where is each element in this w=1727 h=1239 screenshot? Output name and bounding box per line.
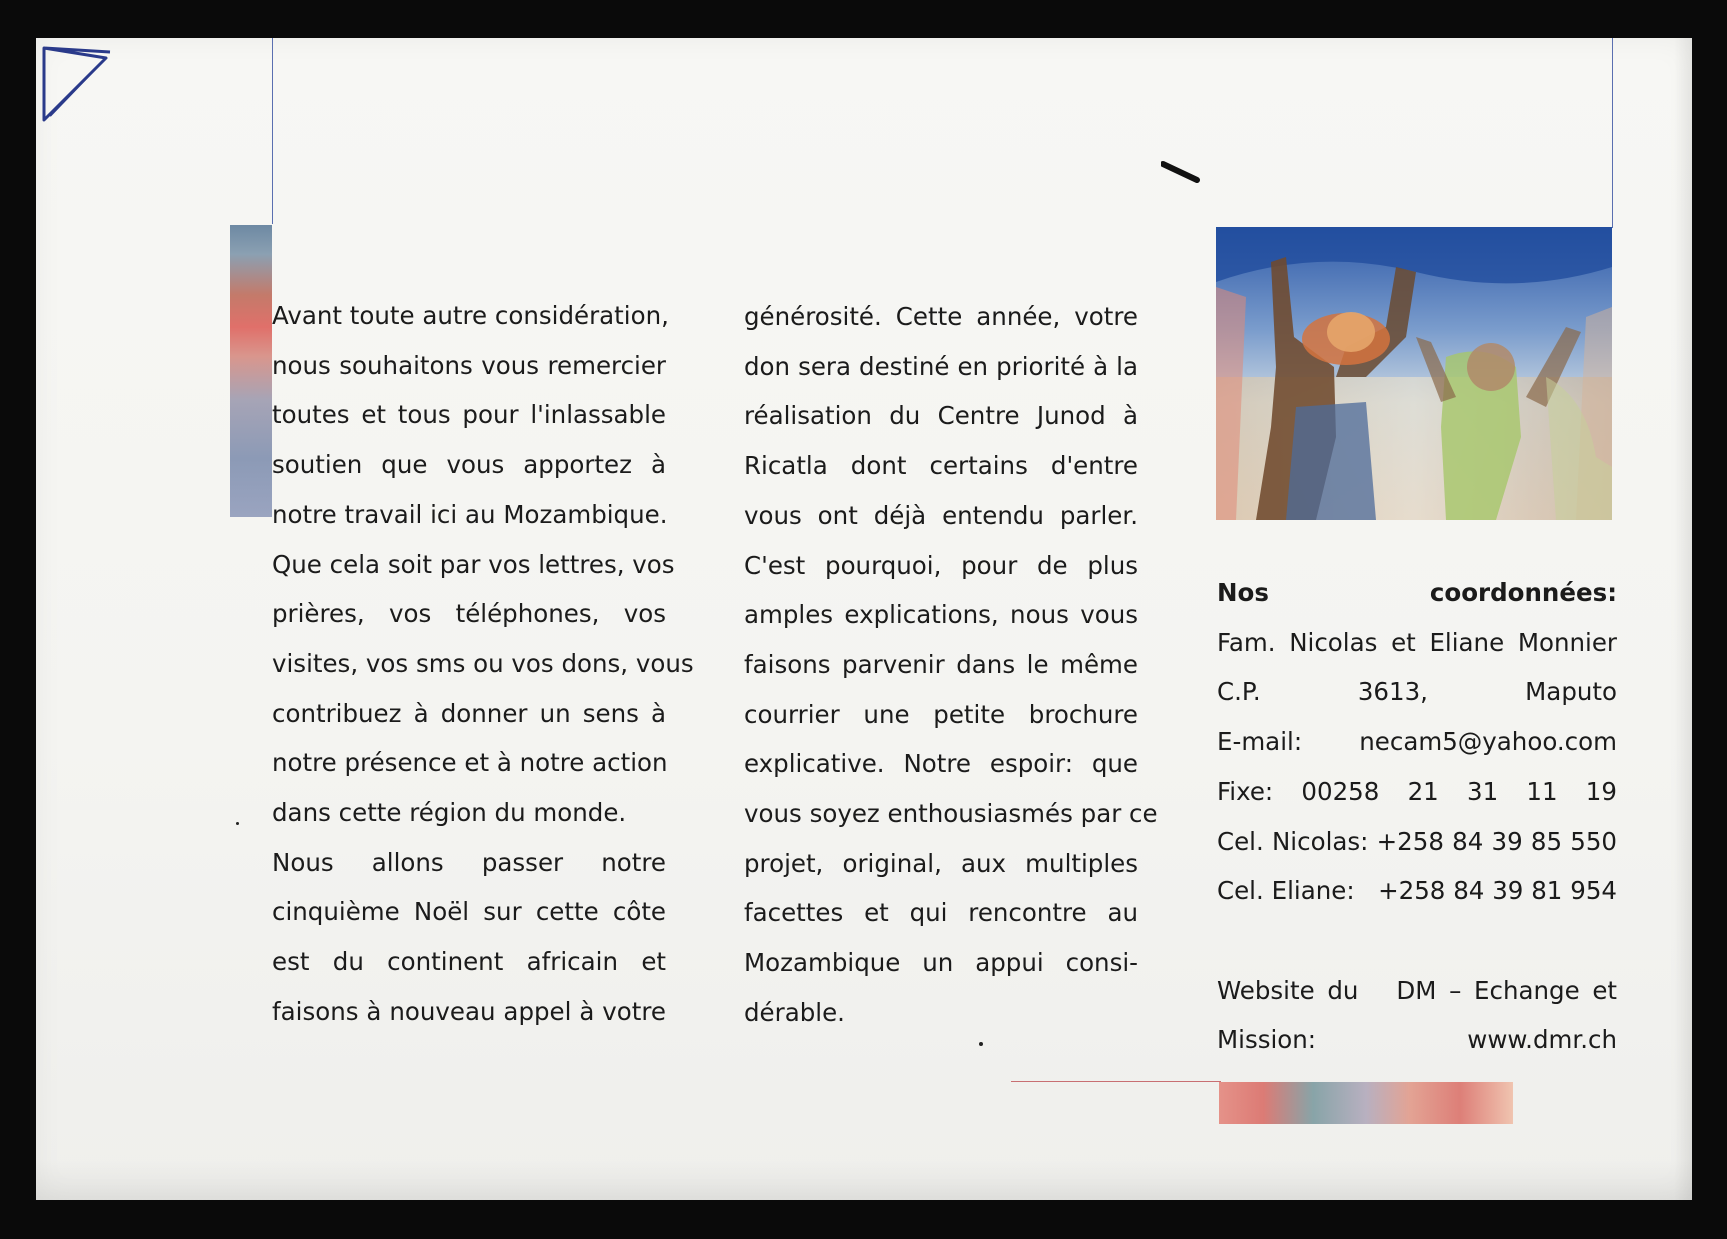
- text-line: est du continent africain et: [272, 947, 666, 977]
- contact-email: E-mail: necam5@yahoo.com: [1217, 727, 1617, 757]
- document-page: [36, 38, 1692, 1200]
- corner-mark-icon: [40, 44, 120, 124]
- text-line: Mozambique un appui consi-: [744, 948, 1138, 978]
- left-guide-line: [272, 38, 273, 224]
- text-line: C'est pourquoi, pour de plus: [744, 550, 1138, 580]
- text-line: Avant toute autre considération,: [272, 301, 669, 330]
- contact-website-line1: Website du DM – Echange et: [1217, 975, 1617, 1005]
- text-line: nous souhaitons vous remercier: [272, 350, 666, 380]
- text-line: courrier une petite brochure: [744, 699, 1138, 729]
- column-left: [272, 291, 694, 1037]
- text-line: faisons à nouveau appel à votre: [272, 996, 666, 1026]
- text-line: notre présence et à notre action: [272, 748, 668, 778]
- text-line: explicative. Notre espoir: que: [744, 749, 1138, 779]
- text-line: notre travail ici au Mozambique.: [272, 499, 668, 529]
- text-line: dérable.: [744, 997, 845, 1027]
- contact-website-line2: Mission: www.dmr.ch: [1217, 1025, 1617, 1055]
- spacer: [1217, 916, 1617, 966]
- contact-phone-eliane: Cel. Eliane: +258 84 39 81 954: [1217, 876, 1617, 906]
- contact-heading: Nos coordonnées:: [1217, 578, 1617, 607]
- contact-phone-fixe: Fixe: 00258 21 31 11 19: [1217, 776, 1617, 806]
- text-line: projet, original, aux multiples: [744, 848, 1138, 878]
- speck: [236, 822, 239, 825]
- pen-stroke-mark: [1161, 158, 1201, 188]
- text-line: réalisation du Centre Junod à: [744, 401, 1138, 431]
- text-line: vous soyez enthousiasmés par ce: [744, 799, 1158, 829]
- decorative-rule: [1011, 1081, 1221, 1082]
- speck: [979, 1042, 983, 1046]
- text-line: Ricatla dont certains d'entre: [744, 451, 1138, 481]
- text-line: vous ont déjà entendu parler.: [744, 500, 1138, 530]
- text-line: soutien que vous apportez à: [272, 450, 666, 480]
- text-line: cinquième Noël sur cette côte: [272, 897, 666, 927]
- watercolor-painting: [1216, 227, 1612, 520]
- contact-address: C.P. 3613, Maputo: [1217, 677, 1617, 707]
- contact-block: [1217, 568, 1617, 1065]
- contact-phone-nicolas: Cel. Nicolas: +258 84 39 85 550: [1217, 826, 1617, 856]
- decorative-watercolor-strip: [230, 225, 272, 517]
- text-line: générosité. Cette année, votre: [744, 302, 1138, 331]
- text-line: facettes et qui rencontre au: [744, 898, 1138, 928]
- text-line: visites, vos sms ou vos dons, vous: [272, 648, 694, 678]
- text-line: amples explications, nous vous: [744, 600, 1138, 630]
- page-edge-shadow: [1674, 38, 1692, 1200]
- page-edge-shadow-bottom: [36, 1160, 1692, 1200]
- text-line: don sera destiné en priorité à la: [744, 351, 1138, 381]
- contact-name: Fam. Nicolas et Eliane Monnier: [1217, 627, 1617, 657]
- text-line: prières, vos téléphones, vos: [272, 599, 666, 629]
- text-line: Que cela soit par vos lettres, vos: [272, 549, 675, 579]
- text-line: Nous allons passer notre: [272, 847, 666, 877]
- text-line: contribuez à donner un sens à: [272, 698, 666, 728]
- text-line: dans cette région du monde.: [272, 798, 627, 828]
- text-line: toutes et tous pour l'inlassable: [272, 400, 666, 430]
- decorative-watercolor-strip-bottom: [1219, 1082, 1513, 1124]
- column-middle: [744, 292, 1158, 1038]
- text-line: faisons parvenir dans le même: [744, 649, 1138, 679]
- right-guide-line: [1612, 38, 1613, 228]
